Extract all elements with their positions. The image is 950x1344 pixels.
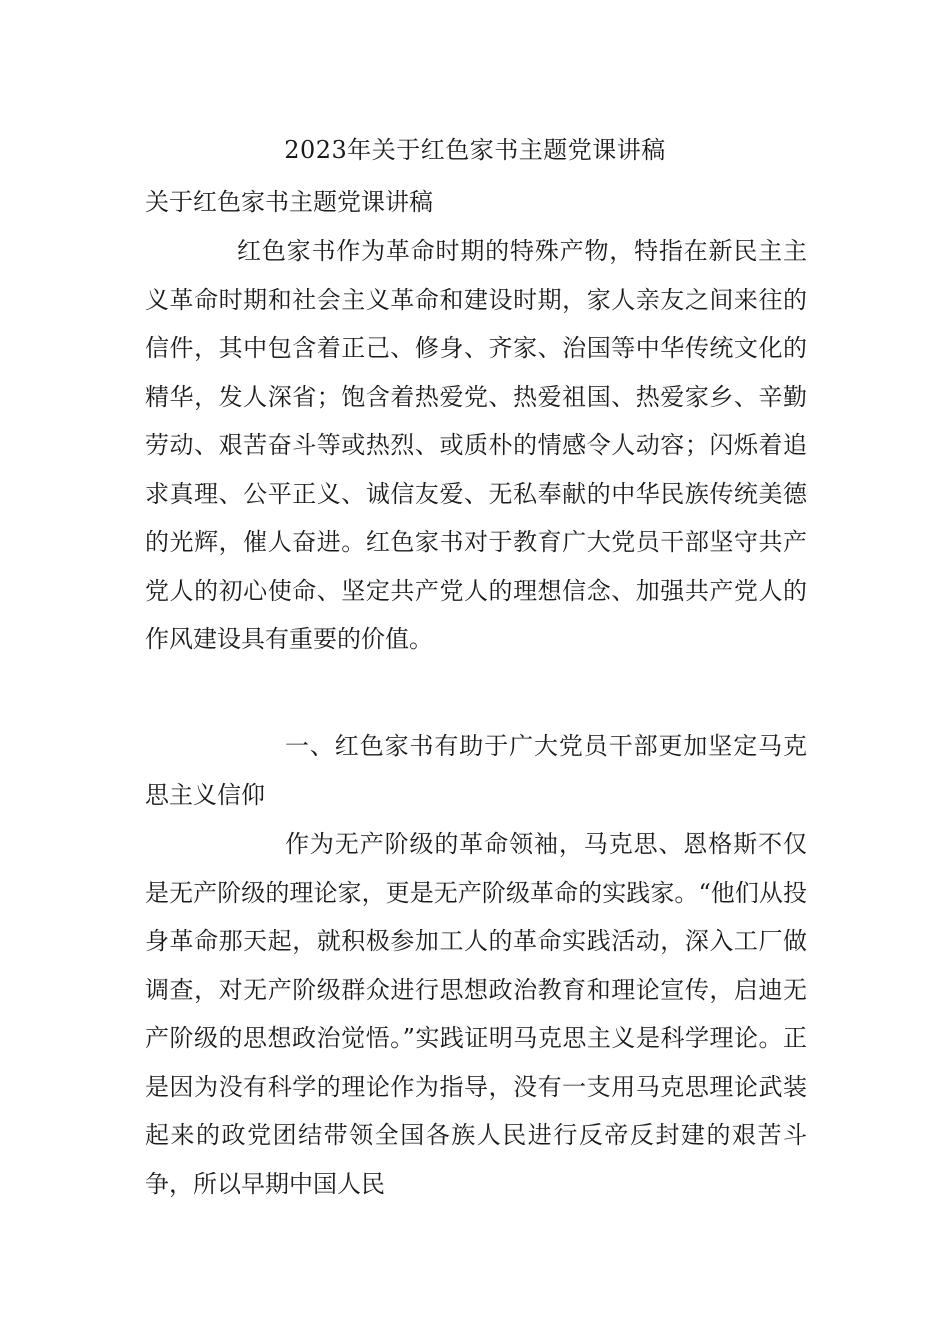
document-subtitle: 关于红色家书主题党课讲稿 (145, 188, 433, 216)
paragraph-section-1: 作为无产阶级的革命领袖，马克思、恩格斯不仅是无产阶级的理论家，更是无产阶级革命的实践家。“他们从投身革命那天起，就积极参加工人的革命实践活动，深入工厂做调查，对无产阶级群众进行思想政治教育和理论宣传，启迪无产阶级的思想政治觉悟。”实践证明马克思主义是科学理论。正是因为没有科学的理论作为指导，没有一支用马克思理论武装起来的政党团结带领全国各族人民进行反帝反封建的艰苦斗争，所以早期中国人民 (145, 830, 807, 1198)
paragraph-intro: 红色家书作为革命时期的特殊产物，特指在新民主主义革命时期和社会主义革命和建设时期，家人亲友之间来往的信件，其中包含着正己、修身、齐家、治国等中华传统文化的精华，发人深省；饱含着热爱党、热爱祖国、热爱家乡、辛勤劳动、艰苦奋斗等或热烈、或质朴的情感令人动容；闪烁着追求真理、公平正义、诚信友爱、无私奉献的中华民族传统美德的光辉，催人奋进。红色家书对于教育广大党员干部坚守共产党人的初心使命、坚定共产党人的理想信念、加强共产党人的作风建设具有重要的价值。 (145, 237, 807, 653)
document-title: 2023年关于红色家书主题党课讲稿 (284, 136, 666, 164)
section-heading-1: 一、红色家书有助于广大党员干部更加坚定马克思主义信仰 (145, 732, 807, 809)
